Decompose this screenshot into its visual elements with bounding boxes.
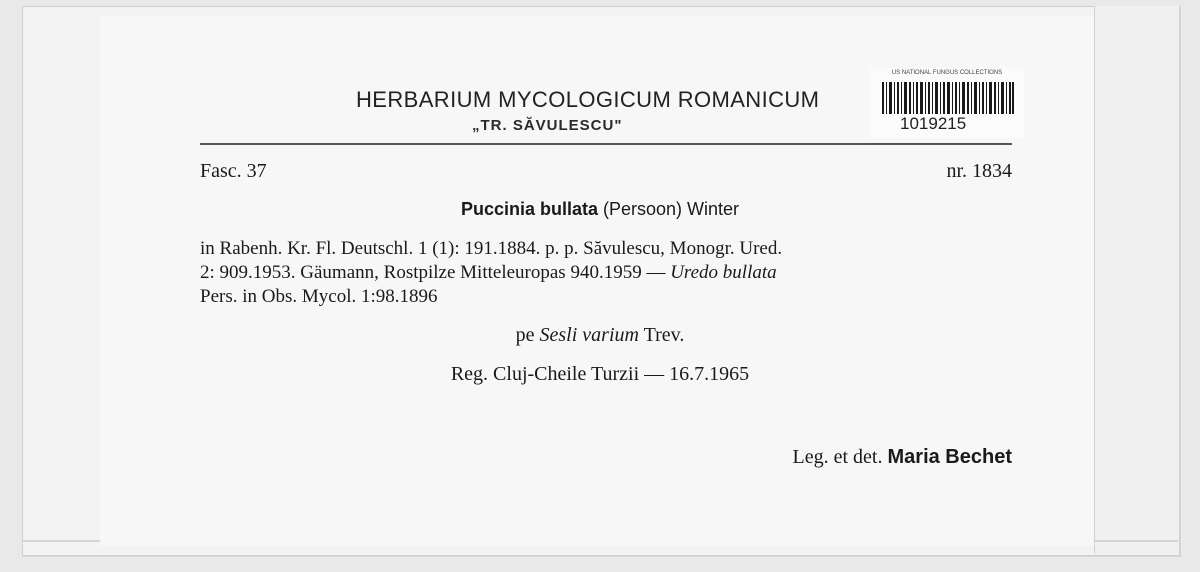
- reference-line-3: Pers. in Obs. Mycol. 1:98.1896: [200, 286, 438, 307]
- host-line: [0, 324, 1200, 347]
- collector-name: Maria Bechet: [887, 446, 1012, 468]
- locality-date: Reg. Cluj-Cheile Turzii — 16.7.1965: [450, 363, 750, 385]
- species-author: (Persoon) Winter: [603, 199, 740, 219]
- herbarium-title: HERBARIUM MYCOLOGICUM ROMANICUM: [356, 87, 820, 112]
- barcode-number: 1019215: [900, 114, 967, 133]
- species-line: [0, 198, 1200, 221]
- references-block: [200, 237, 1012, 309]
- barcode-collection-name: US NATIONAL FUNGUS COLLECTIONS: [891, 70, 1003, 76]
- fascicle-number: Fasc. 37: [200, 160, 267, 182]
- basionym-name: Uredo bullata: [670, 262, 777, 283]
- reference-line-2: [200, 261, 1012, 285]
- specimen-number: nr. 1834: [946, 160, 1012, 182]
- envelope-flap-edge: [1094, 6, 1179, 554]
- host-prefix: pe: [515, 324, 535, 346]
- reference-line-2-text: 2: 909.1953. Gäumann, Rostpilze Mitteleuropas 940.1959 —: [200, 262, 671, 283]
- barcode-label: [870, 68, 1024, 138]
- barcode-icon: [882, 82, 1014, 114]
- collector-prefix: Leg. et det.: [792, 446, 883, 468]
- host-author: Trev.: [643, 324, 685, 346]
- species-name: Puccinia bullata: [460, 199, 598, 219]
- herbarium-subtitle: „TR. SĂVULESCU": [472, 117, 623, 134]
- host-name: Sesli varium: [539, 324, 639, 346]
- collector-line: [793, 446, 1012, 469]
- reference-line-1: in Rabenh. Kr. Fl. Deutschl. 1 (1): 191.1884. p. p. Săvulescu, Monogr. Ured.: [200, 238, 783, 259]
- header-divider: [200, 143, 1012, 145]
